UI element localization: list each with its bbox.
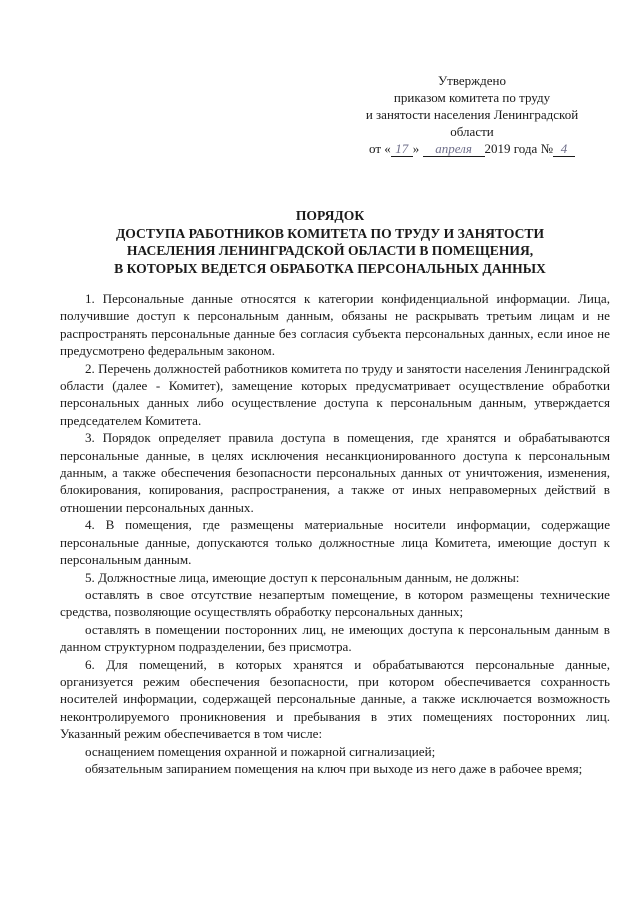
- approval-line-2: приказом комитета по труду: [393, 90, 551, 105]
- paragraph-3: 3. Порядок определяет правила доступа в помещения, где хранятся и обрабатываются персональные данные, в целях исключения несанкционированного доступа к персональным данным, а также обеспечения безопасности персональных данных от уничтожения, изменения, блокирования, копирования, распространения, а также от иных неправомерных действий в отношении персональных данных.: [60, 430, 610, 515]
- order-number-handwritten: 4: [553, 142, 575, 157]
- document-body: [60, 290, 610, 777]
- title-line-2: ДОСТУПА РАБОТНИКОВ КОМИТЕТА ПО ТРУДУ И ЗАНЯТОСТИ: [115, 225, 545, 241]
- paragraph-2: 2. Перечень должностей работников комитета по труду и занятости населения Ленинградской области (далее - Комитет), замещение которых предусматривает осуществление обработки персональных данных либо осуществление доступа к персональным данным, утверждается председателем Комитета.: [60, 360, 610, 428]
- paragraph-5-item-2: оставлять в помещении посторонних лиц, не имеющих доступа к персональным данным в данном структурном подразделении, без присмотра.: [60, 621, 610, 655]
- paragraph-4: 4. В помещения, где размещены материальные носители информации, содержащие персональные данные, допускаются только должностные лица Комитета, имеющие доступ к персональным данным.: [60, 517, 610, 568]
- title-line-1: ПОРЯДОК: [295, 208, 365, 223]
- approval-date-line: [332, 140, 612, 157]
- document-title: [60, 207, 600, 277]
- date-prefix: от «: [369, 141, 391, 156]
- approval-line-1: Утверждено: [437, 73, 507, 88]
- approval-line-3: и занятости населения Ленинградской: [365, 107, 579, 122]
- date-year: 2019 года №: [484, 141, 553, 156]
- paragraph-6-item-1: оснащением помещения охранной и пожарной сигнализацией;: [85, 743, 436, 759]
- date-mid: »: [412, 141, 420, 156]
- paragraph-6: 6. Для помещений, в которых хранятся и обрабатываются персональные данные, организуется режим обеспечения безопасности, при котором обеспечивается сохранность носителей информации, содержащей персональные данные, а также исключается возможность неконтролируемого проникновения и пребывания в этих помещениях посторонних лиц. Указанный режим обеспечивается в том числе:: [60, 656, 610, 742]
- approval-stamp: [332, 72, 612, 157]
- title-line-3: НАСЕЛЕНИЯ ЛЕНИНГРАДСКОЙ ОБЛАСТИ В ПОМЕЩЕНИЯ,: [126, 243, 534, 258]
- date-month-handwritten: апреля: [423, 142, 485, 157]
- date-day-handwritten: 17: [391, 142, 413, 157]
- paragraph-6-item-2: обязательным запиранием помещения на ключ при выходе из него даже в рабочее время;: [85, 760, 583, 776]
- paragraph-5: 5. Должностные лица, имеющие доступ к персональным данным, не должны:: [85, 569, 520, 585]
- title-line-4: В КОТОРЫХ ВЕДЕТСЯ ОБРАБОТКА ПЕРСОНАЛЬНЫХ ДАННЫХ: [114, 260, 546, 276]
- approval-line-4: области: [450, 124, 494, 139]
- paragraph-5-item-1: оставлять в свое отсутствие незапертым помещение, в котором размещены технические средства, позволяющие осуществлять обработку персональных данных;: [60, 586, 610, 620]
- paragraph-1: 1. Персональные данные относятся к категории конфиденциальной информации. Лица, получившие доступ к персональным данным, обязаны не раскрывать третьим лицам и не распространять персональные данные без согласия субъекта персональных данных, если иное не предусмотрено федеральным законом.: [60, 291, 610, 359]
